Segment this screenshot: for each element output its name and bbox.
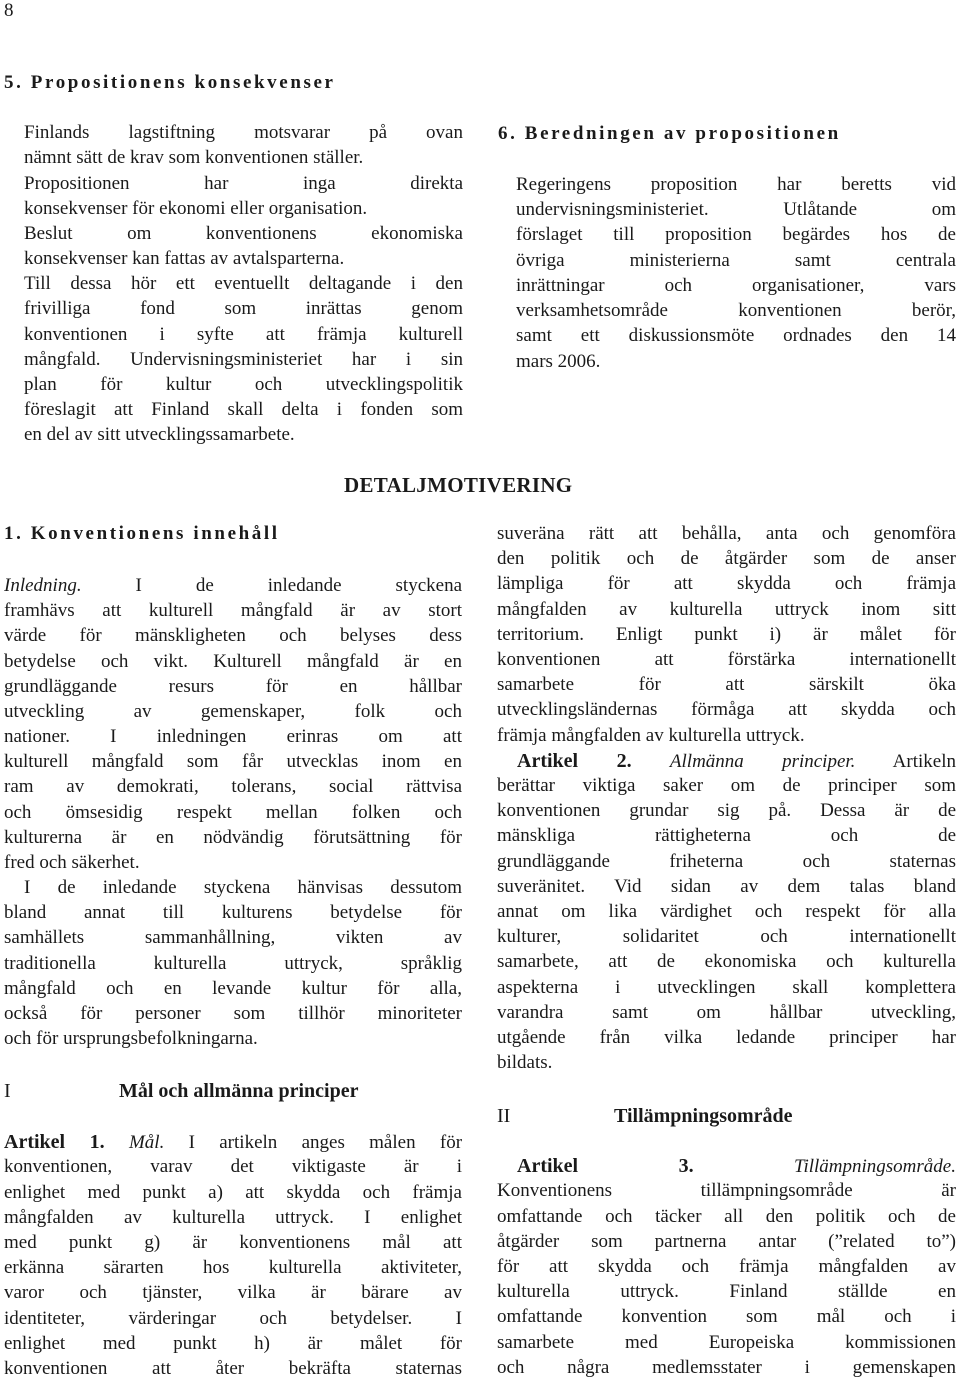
text-line: samhällets sammanhållning, vikten av [4, 927, 462, 948]
text-line: kulturerna är en nödvändig förutsättning för [4, 827, 462, 848]
text-line: mångfalden av kulturella uttryck inom sitt [497, 599, 956, 620]
text-line: mångfald och en levande kultur för alla, [4, 978, 462, 999]
text-line: framhävs att kulturell mångfald är av stort [4, 600, 462, 621]
text-line: konventionen att åter bekräfta staternas [4, 1358, 462, 1379]
text-line: betydelse och vikt. Kulturell mångfald är en [4, 651, 462, 672]
inledning-label: Inledning. [4, 575, 82, 596]
text-line: mars 2006. [516, 351, 601, 372]
text-line [497, 1154, 956, 1178]
section-heading-6: 6. Beredningen av propositionen [498, 123, 841, 144]
text-line: och ömsesidig respekt mellan folken och [4, 802, 462, 823]
artikel-3-title: Tillämpningsområde. [793, 1156, 956, 1177]
text-line: nämnt sätt de krav som konventionen ställer. [24, 147, 364, 168]
text-line: enlighet med punkt a) att skydda och främja [4, 1182, 462, 1203]
text-line: konsekvenser för ekonomi eller organisation. [24, 198, 368, 219]
text-line: åtgärder som partnerna antar (”related to”) [497, 1231, 956, 1252]
text-line: omfattande konvention som mål och i [497, 1306, 956, 1327]
text-line: identiteter, värderingar och betydelser. I [4, 1308, 462, 1329]
text-line: varor och tjänster, vilka är bärare av [4, 1282, 462, 1303]
text-line: mångfald. Undervisningsministeriet har i sin [24, 349, 463, 370]
text-line: också för personer som tillhör minoriteter [4, 1003, 462, 1024]
text-line: mänskliga rättigheterna och de [497, 825, 956, 846]
artikel-2-rest: Artikeln [855, 751, 956, 772]
text-line: konsekvenser kan fattas av avtalsparterna. [24, 248, 345, 269]
text-line [4, 1130, 462, 1154]
artikel-1-rest: I artikeln anges målen för [164, 1132, 462, 1153]
text-line: konventionen i syfte att främja kulturell [24, 324, 463, 345]
text-line: konventionen grundar sig på. Dessa är de [497, 800, 956, 821]
inledning-rest: I de inledande styckena [81, 575, 462, 596]
chapter-2-title: Tillämpningsområde [614, 1105, 793, 1127]
text-line: konventionen att förstärka internationellt [497, 649, 956, 670]
text-line: Regeringens proposition har beretts vid [516, 174, 956, 195]
text-line: suveräna rätt att behålla, anta och genomföra [497, 523, 956, 544]
text-line: utveckling av gemenskaper, folk och [4, 701, 462, 722]
artikel-1-label: Artikel 1. [4, 1131, 105, 1153]
text-line: Beslut om konventionens ekonomiska [24, 223, 463, 244]
chapter-1-number: I [4, 1080, 11, 1102]
artikel-2-label: Artikel 2. [517, 750, 632, 772]
text-line: Propositionen har inga direkta [24, 173, 463, 194]
text-line: mångfalden av kulturella uttryck. I enlighet [4, 1207, 462, 1228]
text-line: en del av sitt utvecklingssamarbete. [24, 424, 295, 445]
page-number: 8 [4, 0, 14, 21]
text-line: Finlands lagstiftning motsvarar på ovan [24, 122, 463, 143]
text-line: plan för kultur och utvecklingspolitik [24, 374, 463, 395]
text-line [4, 574, 462, 598]
text-line: grundläggande friheterna och staternas [497, 851, 956, 872]
text-line: traditionella kulturella uttryck, språklig [4, 953, 462, 974]
text-line: främja mångfalden av kulturella uttryck. [497, 725, 805, 746]
text-line: varandra samt om hållbar utveckling, [497, 1002, 956, 1023]
text-line: verksamhetsområde konventionen berör, [516, 300, 956, 321]
artikel-2-title: Allmänna principer. [669, 751, 856, 772]
text-line: grundläggande resurs för en hållbar [4, 676, 462, 697]
text-line: för att skydda och främja mångfalden av [497, 1256, 956, 1277]
text-line: nationer. I inledningen erinras om att [4, 726, 462, 747]
text-line: utvecklingsländernas förmåga att skydda och [497, 699, 956, 720]
text-line: undervisningsministeriet. Utlåtande om [516, 199, 956, 220]
text-line: konventionen, varav det viktigaste är i [4, 1156, 462, 1177]
detaljmotivering-heading: DETALJMOTIVERING [344, 473, 573, 497]
text-line: berättar viktiga saker om de principer som [497, 775, 956, 796]
text-line: bland annat till kulturens betydelse för [4, 902, 462, 923]
text-line: ram av demokrati, tolerans, social rättvisa [4, 776, 462, 797]
text-line: aspekterna i utvecklingen skall komplettera [497, 977, 956, 998]
text-line: samarbete med Europeiska kommissionen [497, 1332, 956, 1353]
chapter-2-number: II [497, 1105, 511, 1127]
text-line: bildats. [497, 1052, 553, 1073]
section-heading-1: 1. Konventionens innehåll [4, 523, 280, 544]
text-line: föreslagit att Finland skall delta i fonden som [24, 399, 463, 420]
text-line: Konventionens tillämpningsområde är [497, 1180, 956, 1201]
text-line: I de inledande styckena hänvisas dessutom [24, 877, 462, 898]
text-line: fred och säkerhet. [4, 852, 140, 873]
text-line: Till dessa hör ett eventuellt deltagande i den [24, 273, 463, 294]
text-line: samt ett diskussionsmöte ordnades den 14 [516, 325, 956, 346]
text-line: kulturell mångfald som får utvecklas inom en [4, 751, 462, 772]
text-line: territorium. Enligt punkt i) är målet för [497, 624, 956, 645]
text-line: med punkt g) är konventionens mål att [4, 1232, 462, 1253]
text-line: frivilliga fond som inrättas genom [24, 298, 463, 319]
text-line: den politik och de åtgärder som de anser [497, 548, 956, 569]
text-line: samarbete för att särskilt öka [497, 674, 956, 695]
text-line: inrättningar och organisationer, vars [516, 275, 956, 296]
text-line: omfattande och täcker all den politik och de [497, 1206, 956, 1227]
text-line: värde för mänskligheten och belyses dess [4, 625, 462, 646]
text-line [497, 749, 956, 773]
text-line: lämpliga för att skydda och främja [497, 573, 956, 594]
text-line: kulturella uttryck. Finland ställde en [497, 1281, 956, 1302]
text-line: förslaget till proposition begärdes hos de [516, 224, 956, 245]
chapter-1-title: Mål och allmänna principer [119, 1080, 359, 1102]
text-line: och några medlemsstater i gemenskapen [497, 1357, 956, 1378]
artikel-3-label: Artikel 3. [517, 1155, 694, 1177]
text-line: annat om lika värdighet och respekt för alla [497, 901, 956, 922]
artikel-1-title: Mål. [128, 1132, 165, 1153]
text-line: utgående från vilka ledande principer har [497, 1027, 956, 1048]
text-line: suveränitet. Vid sidan av dem talas bland [497, 876, 956, 897]
text-line: och för ursprungsbefolkningarna. [4, 1028, 258, 1049]
text-line: erkänna särarten hos kulturella aktiviteter, [4, 1257, 462, 1278]
section-heading-5: 5. Propositionens konsekvenser [4, 72, 336, 93]
text-line: enlighet med punkt h) är målet för [4, 1333, 462, 1354]
text-line: kulturer, solidaritet och internationellt [497, 926, 956, 947]
text-line: samarbete, att de ekonomiska och kulturella [497, 951, 956, 972]
text-line: övriga ministerierna samt centrala [516, 250, 956, 271]
